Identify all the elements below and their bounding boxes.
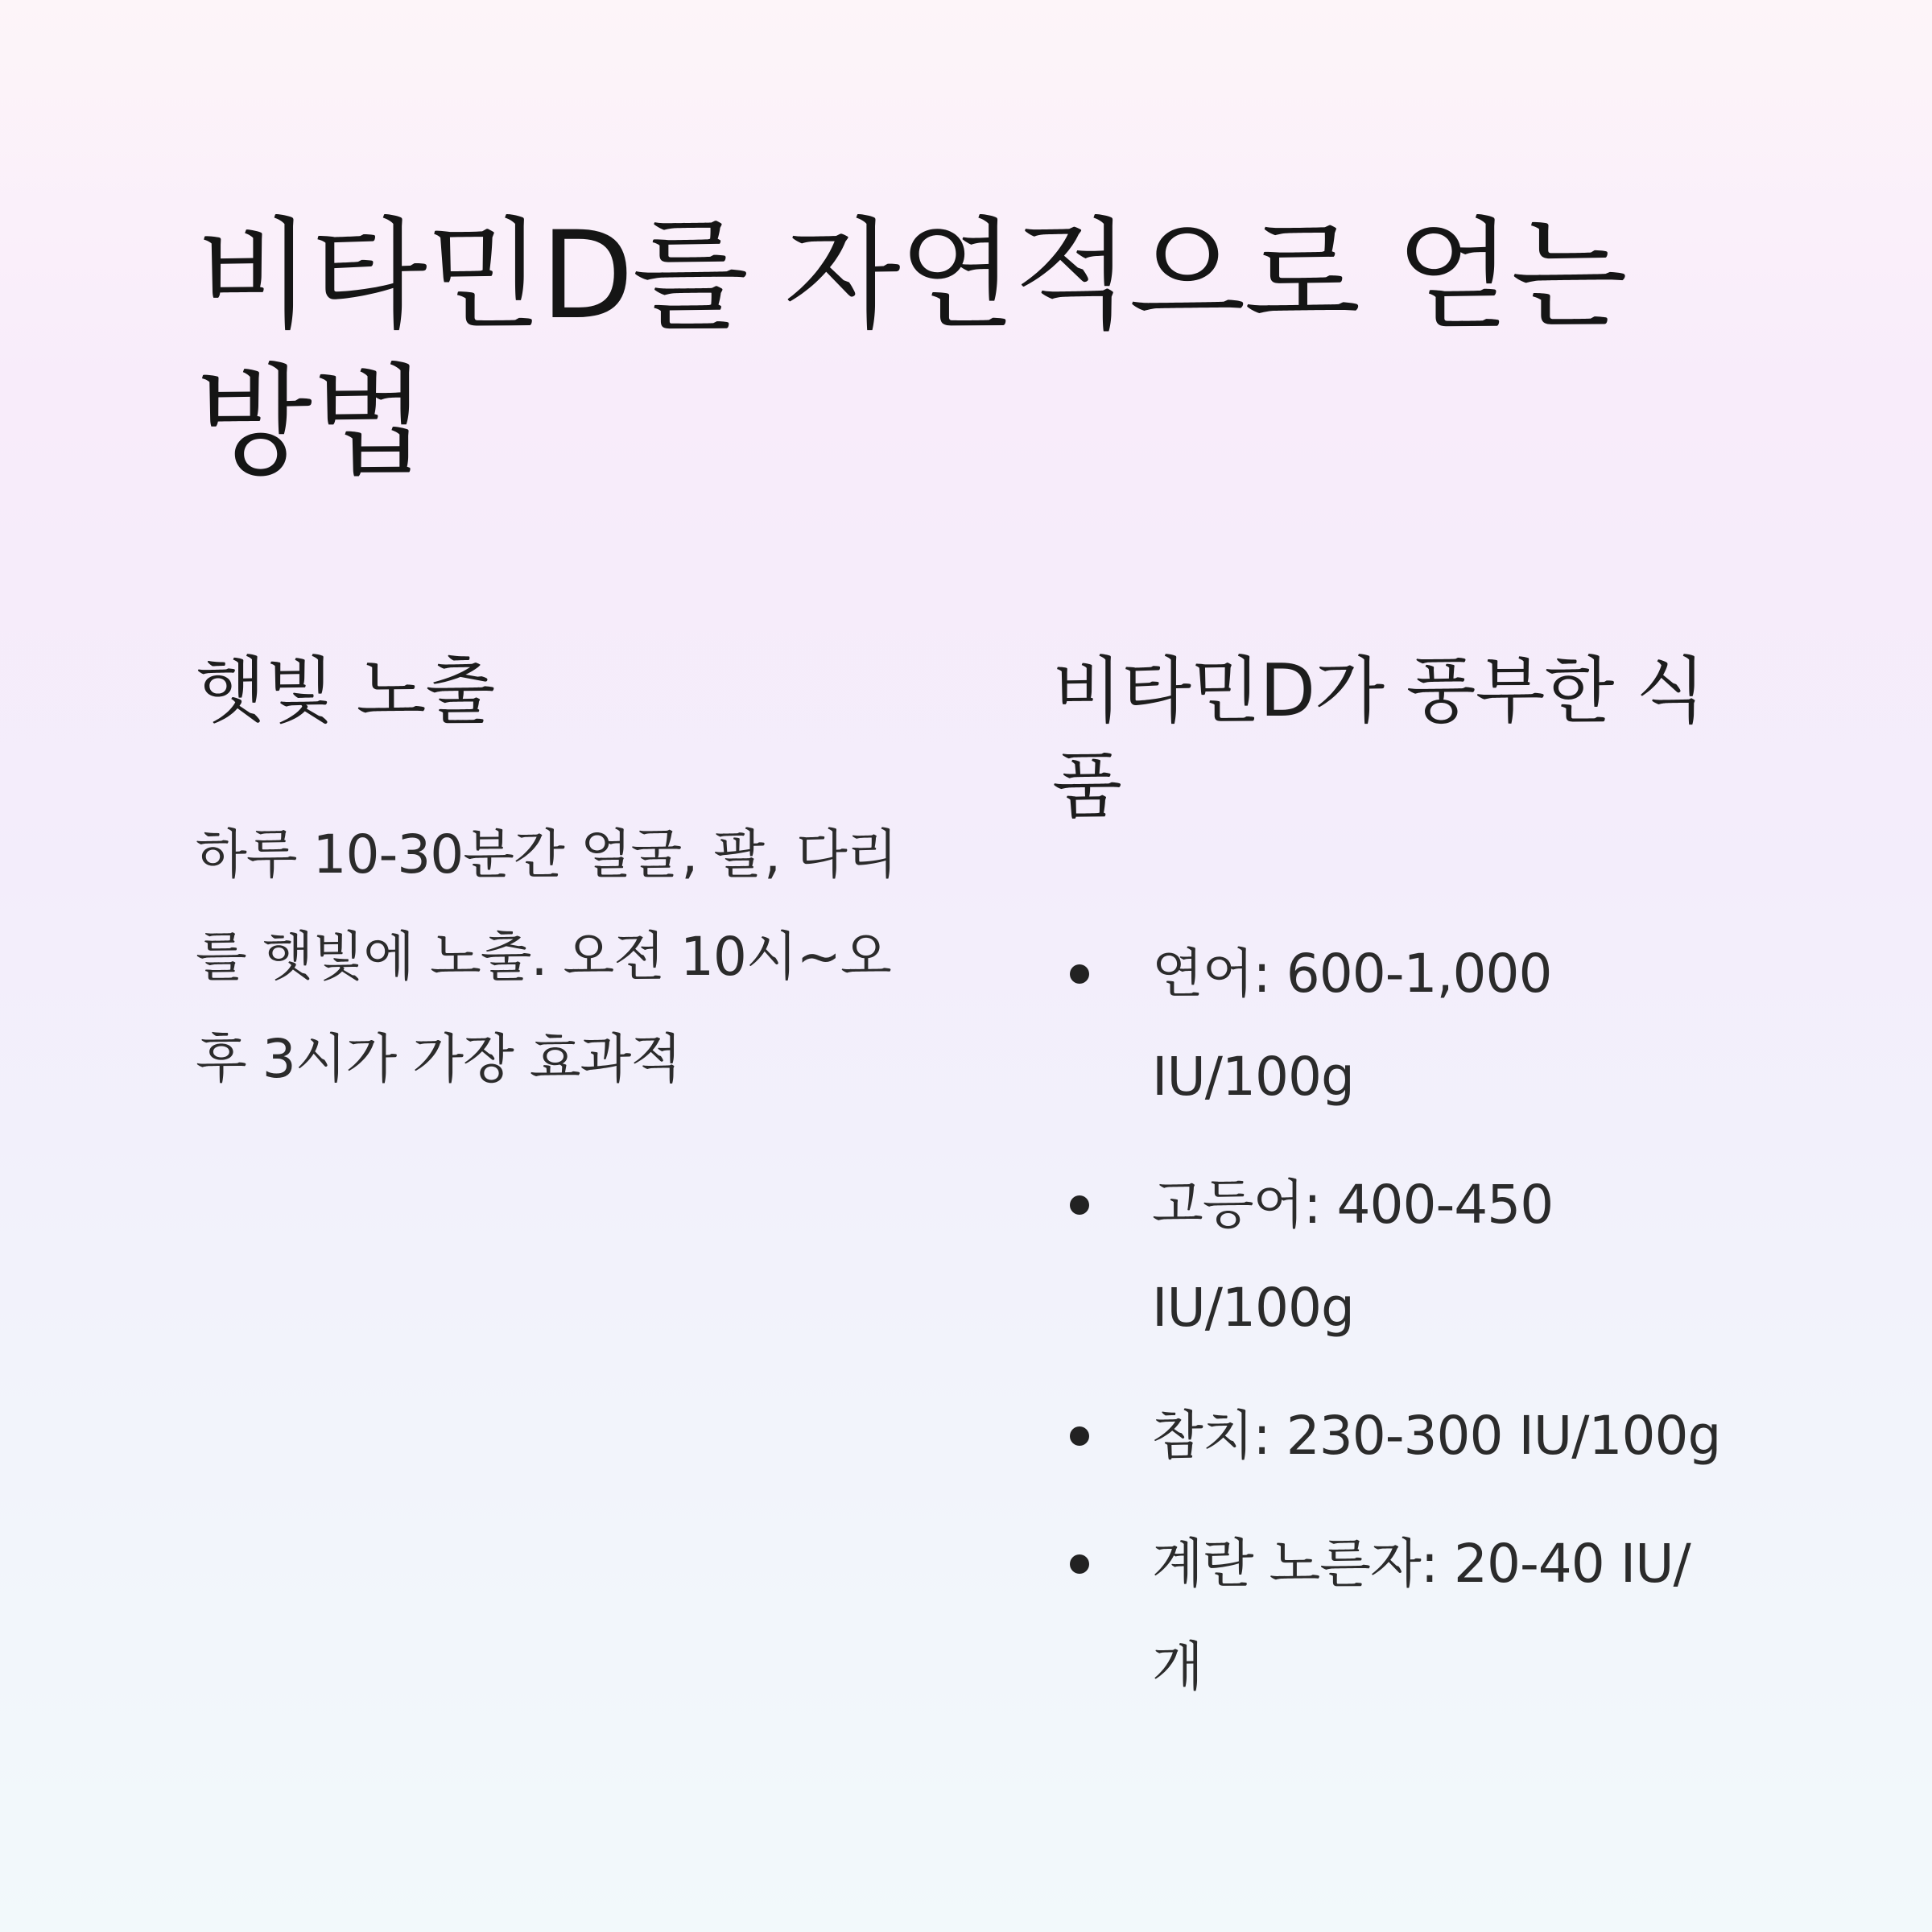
sunlight-heading: 햇빛 노출 bbox=[196, 649, 495, 733]
bullet-icon bbox=[1070, 1195, 1089, 1215]
food-item-salmon bbox=[1052, 923, 1733, 1129]
food-item-text: 고등어: 400-450 IU/100g bbox=[1152, 1174, 1554, 1339]
food-item-tuna bbox=[1052, 1385, 1733, 1488]
page-title: 비타민D를 자연적으로 얻는 방법 bbox=[196, 206, 1626, 493]
food-item-mackerel bbox=[1052, 1154, 1733, 1360]
food-item-text: 연어: 600-1,000 IU/100g bbox=[1152, 943, 1552, 1108]
sunlight-description: 하루 10-30분간 얼굴, 팔, 다리를 햇빛에 노출. 오전 10시~오후 3시가 가장 효과적 bbox=[196, 824, 898, 1090]
foods-heading: 비타민D가 풍부한 식품 bbox=[1052, 649, 1706, 828]
food-item-egg-yolk bbox=[1052, 1513, 1733, 1719]
sunlight-section bbox=[196, 644, 904, 1110]
bullet-icon bbox=[1070, 1554, 1089, 1574]
bullet-icon bbox=[1070, 964, 1089, 984]
foods-section bbox=[1052, 644, 1733, 1744]
bullet-icon bbox=[1070, 1426, 1089, 1446]
food-item-text: 참치: 230-300 IU/100g bbox=[1152, 1405, 1721, 1467]
food-list bbox=[1052, 923, 1733, 1719]
food-item-text: 계란 노른자: 20-40 IU/개 bbox=[1152, 1533, 1690, 1698]
content-page bbox=[196, 0, 1733, 1932]
